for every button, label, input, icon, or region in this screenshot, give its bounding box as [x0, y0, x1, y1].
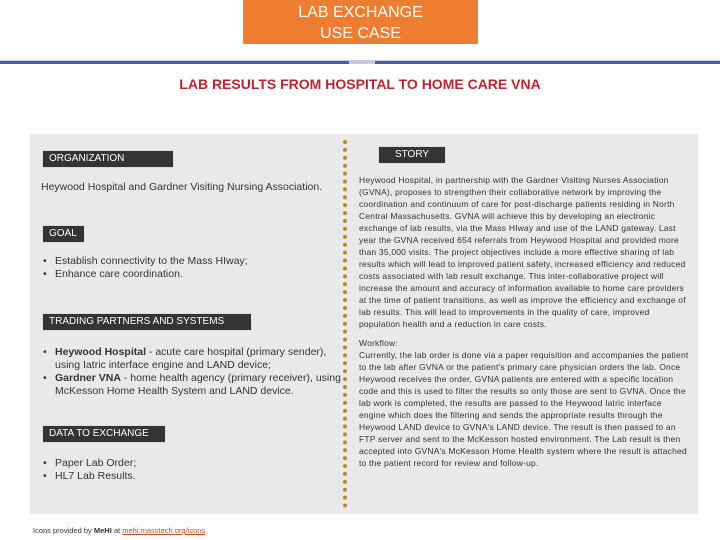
goal-list [41, 255, 341, 281]
partner-desc: - home health agency (primary receiver), using McKesson Home Health System and LAND device. [55, 372, 341, 397]
workflow-label: Workflow: [359, 338, 398, 348]
header-line-1: LAB EXCHANGE [298, 4, 423, 21]
footer-credit [33, 526, 205, 535]
column-divider [343, 140, 347, 508]
story-paragraph: Heywood Hospital, in partnership with the Gardner Visiting Nurses Association (GVNA), proposes to strengthen their collaborative network by improving the coordination and continuum of care for post-discharge patients residing in North Central Massachusetts. GVNA will achieve this by developing an electronic exchange of lab results, via the Mass HIway and use of the LAND gateway. Last year the GVNA received 654 referrals from Heywood Hospital and provided more than 35,000 visits. The project objectives include a more effective sharing of lab results which will lead to improved patient safety, increased efficiency and reduced costs associated with lab result exchange. This inter-collaborative project will increase the amount and accuracy of information available to home care providers at the time of patient transitions, as well as improve the efficiency and exchange of lab results. This will lead to improvements in the quality of care, improved population health and a reduction in care costs. [359, 175, 686, 329]
icons-link[interactable]: mehi.masstech.org/icons [122, 526, 206, 535]
partner-desc: - acute care hospital (primary sender), using Iatric interface engine and LAND device; [55, 346, 327, 371]
list-item: • Enhance care coordination. [41, 268, 341, 281]
list-item: • HL7 Lab Results. [41, 470, 341, 483]
list-item: • Establish connectivity to the Mass HIway; [41, 255, 341, 268]
header-banner [243, 0, 478, 44]
partners-list [41, 346, 343, 398]
partner-name: Gardner VNA [55, 372, 121, 384]
data-exchange-list [41, 457, 341, 483]
organization-label: ORGANIZATION [42, 150, 174, 168]
footer-org: MeHI [93, 526, 112, 535]
story-label: STORY [378, 146, 446, 164]
divider-rule-accent-right [375, 61, 720, 64]
partner-name: Heywood Hospital [55, 346, 147, 358]
organization-text: Heywood Hospital and Gardner Visiting Nursing Association. [41, 181, 323, 193]
data-exchange-label: DATA TO EXCHANGE [42, 425, 166, 443]
header-line-2: USE CASE [320, 25, 401, 42]
partners-label: TRADING PARTNERS AND SYSTEMS [42, 313, 252, 331]
goal-label: GOAL [42, 225, 85, 243]
list-item [41, 346, 343, 372]
divider-rule-accent-left [0, 61, 349, 64]
list-item: • Paper Lab Order; [41, 457, 341, 470]
workflow-paragraph: Currently, the lab order is done via a paper requisition and accompanies the patient to the lab after GVNA or the patient's primary care physician orders the lab. Once Heywood receives the order, GVNA patients are entered with a specific location code and this is used to filter the results so only those are sent to GVNA. Once the lab work is completed, the results are passed to the Heywood Iatric interface engine which does the filtering and sends the appropriate results through the Heywood LAND device to GVNA's LAND device. The result is then passed to an FTP server and sent to the McKesson hosted environment. The Lab result is then accepted into GVNA's McKesson Home Health system where the result is attached to the patient record for review and follow-up. [359, 350, 689, 468]
story-text [359, 174, 689, 469]
footer-mid: at [111, 526, 123, 535]
list-item [41, 372, 343, 398]
page-title: LAB RESULTS FROM HOSPITAL TO HOME CARE VNA [179, 76, 541, 92]
footer-prefix: Icons provided by [33, 526, 94, 535]
